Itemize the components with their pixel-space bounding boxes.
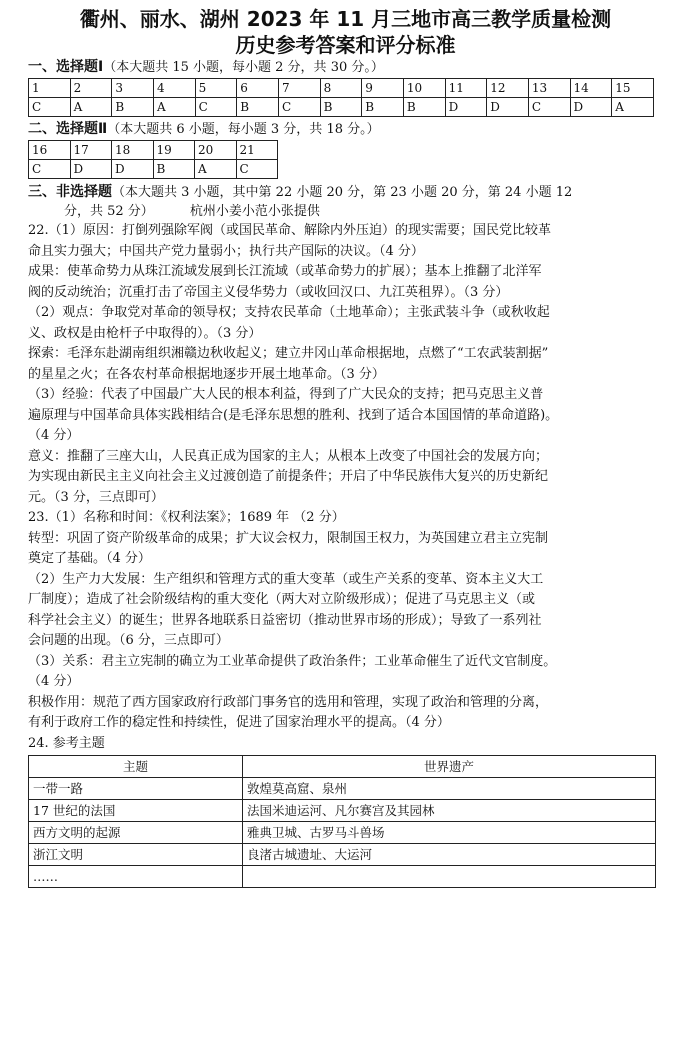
answer-cell: B — [153, 160, 195, 179]
answer-line: 科学社会主义）的诞生；世界各地联系日益密切（推动世界市场的形成）；导致了一系列社 — [28, 612, 542, 628]
section1-answer-table — [28, 78, 654, 117]
question-number-cell: 14 — [570, 79, 612, 98]
answer-cell: D — [570, 98, 612, 117]
heritage-cell — [243, 866, 656, 888]
answer-line: 遍原理与中国革命具体实践相结合(是毛泽东思想的胜利、找到了适合本国国情的革命道路)。 — [28, 407, 559, 423]
answer-line: 22.（1）原因：打倒列强除军阀（或国民革命、解除内外压迫）的现实需要；国民党比较革 — [28, 223, 551, 238]
column-header-theme: 主题 — [29, 756, 243, 778]
section3-title: 三、非选择题 — [28, 184, 112, 200]
question-24-theme-table — [28, 755, 656, 888]
answer-line: 元。（3 分，三点即可） — [28, 489, 164, 505]
question-number-cell: 3 — [112, 79, 154, 98]
section3-note-cont — [28, 202, 663, 221]
theme-cell: 西方文明的起源 — [29, 822, 243, 844]
answer-cell: D — [112, 160, 154, 179]
answer-cell: D — [70, 160, 112, 179]
section1-heading — [28, 58, 663, 77]
heritage-cell: 雅典卫城、古罗马斗兽场 — [243, 822, 656, 844]
section2-note: （本大题共 6 小题，每小题 3 分，共 18 分。） — [107, 122, 380, 137]
question-24-heading: 24. 参考主题 — [28, 735, 105, 751]
question-number-cell: 11 — [445, 79, 487, 98]
question-number-cell: 4 — [153, 79, 195, 98]
question-number-row — [29, 141, 278, 160]
page-subtitle: 历史参考答案和评分标准 — [235, 33, 456, 57]
answer-line: 阀的反动统治；沉重打击了帝国主义侵华势力（或收回汉口、九江英租界）。（3 分） — [28, 284, 509, 300]
question-number-cell: 8 — [320, 79, 362, 98]
question-number-cell: 6 — [237, 79, 279, 98]
answer-cell: B — [403, 98, 445, 117]
answer-line: （2）观点：争取党对革命的领导权；支持农民革命（土地革命）；主张武装斗争（或秋收起 — [28, 305, 550, 320]
answer-line: 奠定了基础。（4 分） — [28, 551, 151, 566]
section3-heading — [28, 183, 663, 202]
table-row — [29, 844, 656, 866]
theme-cell: 17 世纪的法国 — [29, 800, 243, 822]
answer-line: （3）关系：君主立宪制的确立为工业革命提供了政治条件；工业革命催生了近代文官制度。 — [28, 653, 557, 669]
answer-line: 会问题的出现。（6 分，三点即可） — [28, 633, 229, 648]
answer-line: 探索：毛泽东赴湖南组织湘赣边秋收起义；建立井冈山革命根据地，点燃了“工农武装割据” — [28, 346, 549, 361]
question-number-cell: 21 — [236, 141, 278, 160]
question-number-cell: 16 — [29, 141, 71, 160]
provider-credit: 杭州小姜小范小张提供 — [189, 204, 320, 219]
question-number-cell: 9 — [362, 79, 404, 98]
heritage-cell: 敦煌莫高窟、泉州 — [243, 778, 656, 800]
question-number-cell: 5 — [195, 79, 237, 98]
column-header-heritage: 世界遗产 — [243, 756, 656, 778]
answer-cell: B — [320, 98, 362, 117]
answer-line: （3）经验：代表了中国最广大人民的根本利益，得到了广大民众的支持；把马克思主义普 — [28, 387, 544, 402]
question-number-cell: 18 — [112, 141, 154, 160]
answer-cell: C — [29, 160, 71, 179]
answer-line: 成果：使革命势力从珠江流域发展到长江流域（或革命势力的扩展）；基本上推翻了北洋军 — [28, 264, 542, 279]
question-number-cell: 15 — [612, 79, 654, 98]
question-number-row — [29, 79, 654, 98]
answer-cell: C — [236, 160, 278, 179]
answer-cell: C — [278, 98, 320, 117]
section1-note: （本大题共 15 小题，每小题 2 分，共 30 分。） — [103, 60, 384, 75]
section2-heading — [28, 120, 663, 139]
answer-line: 有利于政府工作的稳定性和持续性，促进了国家治理水平的提高。（4 分） — [28, 715, 450, 730]
theme-cell: 浙江文明 — [29, 844, 243, 866]
section1-title: 一、选择题Ⅰ — [28, 59, 104, 75]
question-22-answer — [28, 221, 663, 508]
answer-line: （4 分） — [28, 428, 80, 443]
answer-cell: B — [362, 98, 404, 117]
answer-row — [29, 98, 654, 117]
table-row — [29, 800, 656, 822]
question-number-cell: 1 — [29, 79, 71, 98]
answer-line: 23.（1）名称和时间：《权利法案》；1689 年 （2 分） — [28, 510, 345, 525]
table-row — [29, 866, 656, 888]
answer-line: （4 分） — [28, 674, 80, 689]
page-title: 衢州、丽水、湖州 2023 年 11 月三地市高三教学质量检测 — [79, 7, 612, 31]
answer-cell: B — [237, 98, 279, 117]
question-number-cell: 17 — [70, 141, 112, 160]
answer-line: 意义：推翻了三座大山，人民真正成为国家的主人；从根本上改变了中国社会的发展方向； — [28, 448, 549, 464]
answer-cell: B — [112, 98, 154, 117]
heritage-cell: 法国米迪运河、凡尔赛宫及其园林 — [243, 800, 656, 822]
answer-cell: C — [195, 98, 237, 117]
answer-cell: D — [487, 98, 529, 117]
answer-cell: D — [445, 98, 487, 117]
answer-line: 转型：巩固了资产阶级革命的成果；扩大议会权力，限制国王权力，为英国建立君主立宪制 — [28, 530, 549, 546]
table-row — [29, 778, 656, 800]
answer-cell: A — [612, 98, 654, 117]
answer-line: 的星星之火；在各农村革命根据地逐步开展土地革命。（3 分） — [28, 366, 385, 382]
answer-line: （2）生产力大发展：生产组织和管理方式的重大变革（或生产关系的变革、资本主义大工 — [28, 571, 544, 587]
answer-line: 厂制度）；造成了社会阶级结构的重大变化（两大对立阶级形成）；促进了马克思主义（或 — [28, 592, 536, 607]
heritage-cell: 良渚古城遗址、大运河 — [243, 844, 656, 866]
table-header-row — [29, 756, 656, 778]
question-number-cell: 19 — [153, 141, 195, 160]
question-23-answer — [28, 508, 663, 734]
question-number-cell: 12 — [487, 79, 529, 98]
question-number-cell: 7 — [278, 79, 320, 98]
section2-title: 二、选择题Ⅱ — [28, 121, 108, 137]
answer-line: 为实现由新民主主义向社会主义过渡创造了前提条件；开启了中华民族伟大复兴的历史新纪 — [28, 469, 549, 484]
answer-cell: A — [70, 98, 112, 117]
answer-row — [29, 160, 278, 179]
question-number-cell: 2 — [70, 79, 112, 98]
answer-cell: C — [528, 98, 570, 117]
answer-line: 积极作用：规范了西方国家政府行政部门事务官的选用和管理，实现了政治和管理的分离， — [28, 694, 549, 710]
answer-cell: A — [153, 98, 195, 117]
answer-cell: C — [29, 98, 71, 117]
answer-line: 命且实力强大；中国共产党力量弱小；执行共产国际的决议。（4 分） — [28, 243, 424, 259]
theme-cell: …… — [29, 866, 243, 888]
theme-cell: 一带一路 — [29, 778, 243, 800]
section3-note-line2: 分，共 52 分） — [64, 204, 154, 219]
table-row — [29, 822, 656, 844]
section2-answer-table — [28, 140, 278, 179]
question-number-cell: 13 — [528, 79, 570, 98]
answer-line: 义、政权是由枪杆子中取得的）。（3 分） — [28, 325, 262, 341]
question-number-cell: 20 — [195, 141, 237, 160]
section3-note: （本大题共 3 小题，其中第 22 小题 20 分，第 23 小题 20 分，第 24 小题 12 — [112, 185, 573, 200]
question-number-cell: 10 — [403, 79, 445, 98]
answer-cell: A — [195, 160, 237, 179]
